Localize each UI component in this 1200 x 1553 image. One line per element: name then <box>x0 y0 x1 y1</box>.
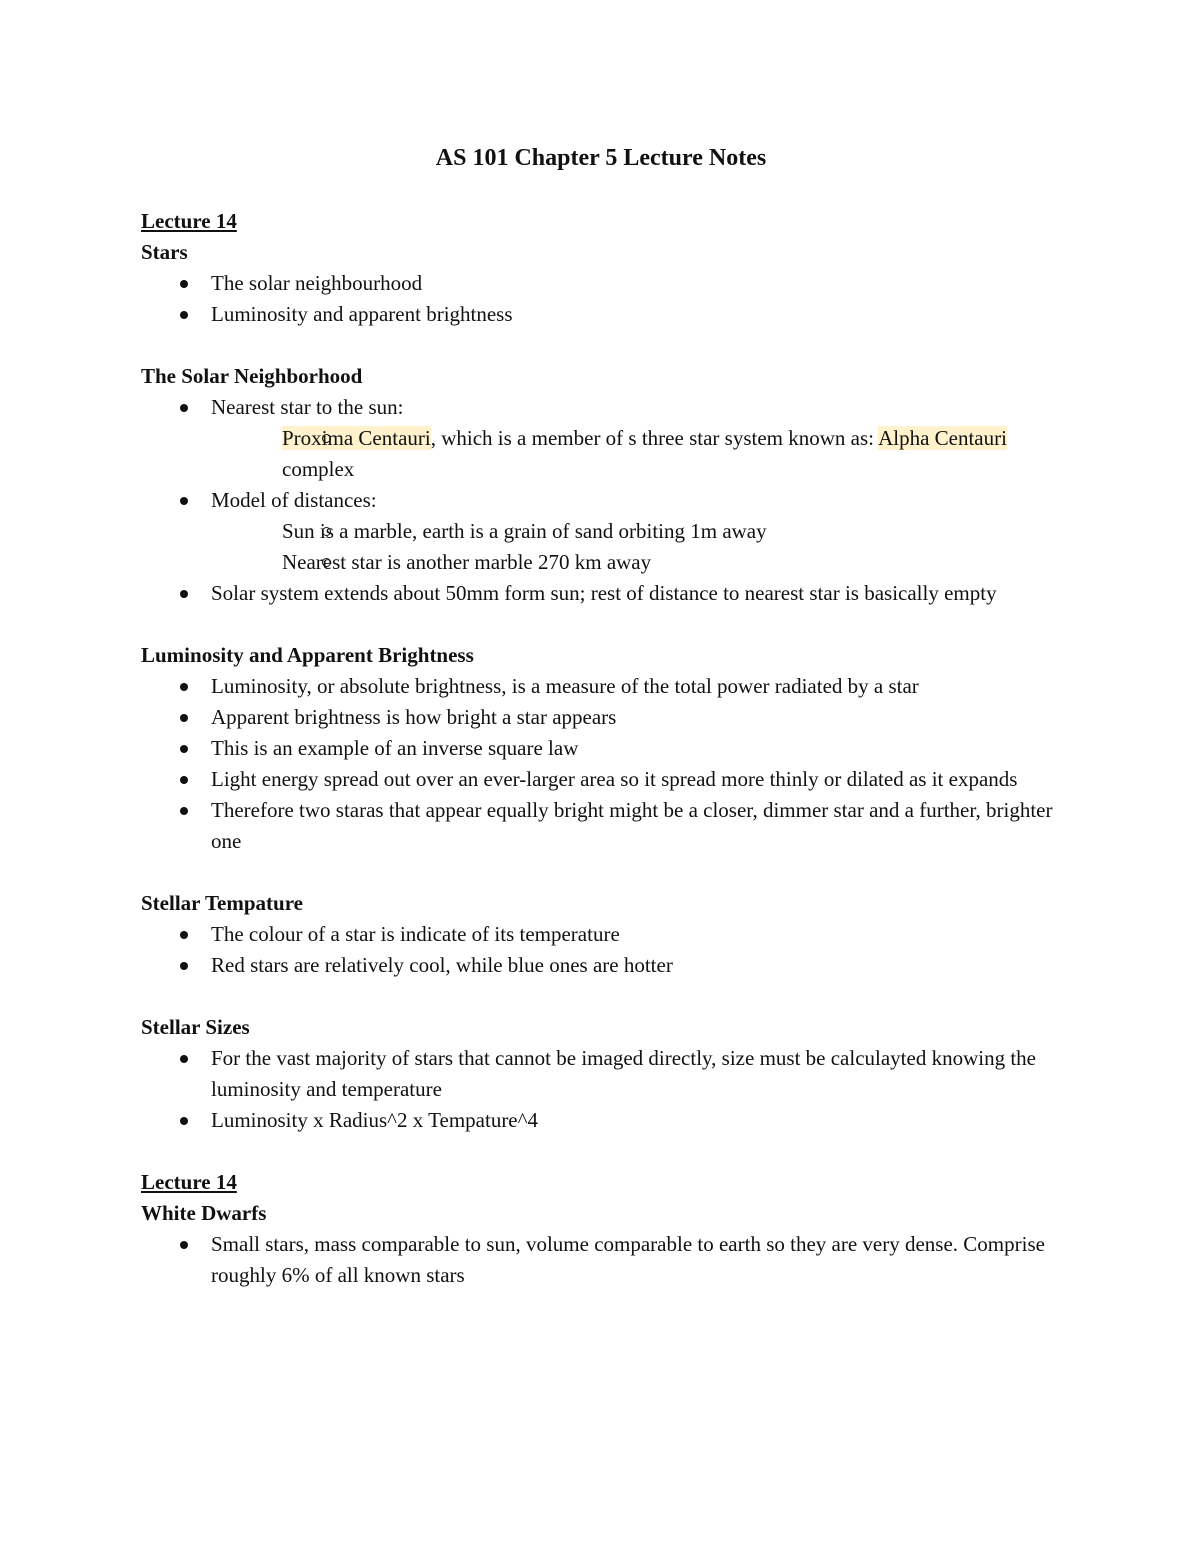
list-item: Small stars, mass comparable to sun, volume comparable to earth so they are very dense. Comprise roughly 6% of all known stars <box>141 1229 1061 1291</box>
nearest-star-sublist <box>281 423 1061 485</box>
sublist-item <box>211 423 1061 485</box>
model-distances-sublist <box>281 516 1061 578</box>
luminosity-list <box>141 671 1061 857</box>
model-distances-text: Model of distances: <box>211 488 377 512</box>
solar-neighborhood-list <box>141 392 1061 609</box>
highlight-proxima: Proxima Centauri <box>282 426 431 450</box>
list-item: Red stars are relatively cool, while blue ones are hotter <box>141 950 1061 981</box>
solar-neighborhood-heading: The Solar Neighborhood <box>141 364 363 388</box>
document-page <box>141 140 1061 1291</box>
list-item: Apparent brightness is how bright a star appears <box>141 702 1061 733</box>
luminosity-heading: Luminosity and Apparent Brightness <box>141 643 474 667</box>
list-item: Solar system extends about 50mm form sun; rest of distance to nearest star is basically empty <box>141 578 1061 609</box>
list-item: Light energy spread out over an ever-larger area so it spread more thinly or dilated as it expands <box>141 764 1061 795</box>
document-title: AS 101 Chapter 5 Lecture Notes <box>435 145 767 171</box>
highlight-alpha-centauri: Alpha Centauri <box>878 426 1007 450</box>
list-item: Luminosity and apparent brightness <box>141 299 1061 330</box>
stars-list <box>141 268 1061 330</box>
list-item <box>141 392 1061 485</box>
stars-heading: Stars <box>141 240 188 264</box>
sizes-list <box>141 1043 1061 1136</box>
sizes-heading: Stellar Sizes <box>141 1015 250 1039</box>
white-dwarfs-heading: White Dwarfs <box>141 1201 267 1225</box>
proxima-text: , which is a member of s three star system known as: <box>430 426 879 450</box>
list-item: For the vast majority of stars that cannot be imaged directly, size must be calculayted knowing the luminosity and temperature <box>141 1043 1061 1105</box>
nearest-star-text: Nearest star to the sun: <box>211 395 404 419</box>
list-item: This is an example of an inverse square law <box>141 733 1061 764</box>
complex-text: complex <box>282 457 355 481</box>
temperature-heading: Stellar Tempature <box>141 891 303 915</box>
list-item: Luminosity, or absolute brightness, is a measure of the total power radiated by a star <box>141 671 1061 702</box>
list-item: Luminosity x Radius^2 x Tempature^4 <box>141 1105 1061 1136</box>
list-item: Therefore two staras that appear equally bright might be a closer, dimmer star and a further, brighter one <box>141 795 1061 857</box>
sublist-item: Sun is a marble, earth is a grain of sand orbiting 1m away <box>211 516 1061 547</box>
lecture-heading-second: Lecture 14 <box>141 1170 237 1194</box>
list-item <box>141 485 1061 578</box>
list-item: The colour of a star is indicate of its temperature <box>141 919 1061 950</box>
lecture-heading-first: Lecture 14 <box>141 209 237 233</box>
list-item: The solar neighbourhood <box>141 268 1061 299</box>
white-dwarfs-list <box>141 1229 1061 1291</box>
temperature-list <box>141 919 1061 981</box>
sublist-item: Nearest star is another marble 270 km away <box>211 547 1061 578</box>
